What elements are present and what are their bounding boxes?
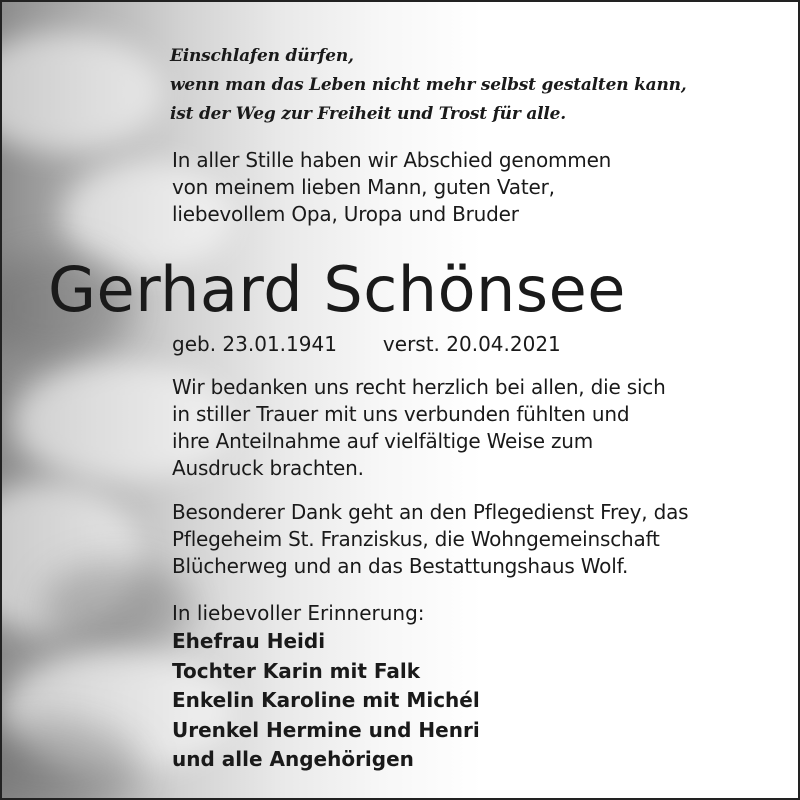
life-dates <box>172 330 561 358</box>
thanks-line: Ausdruck brachten. <box>172 456 364 480</box>
birth-date: geb. 23.01.1941 <box>172 332 337 356</box>
special-thanks-paragraph <box>172 499 787 580</box>
thanks-paragraph <box>172 374 782 482</box>
mourner-entry: Tochter Karin mit Falk <box>172 658 421 683</box>
quote-verse <box>170 42 770 129</box>
special-thanks-line: Pflegeheim St. Franziskus, die Wohngemeinschaft <box>172 527 660 551</box>
deceased-name: Gerhard Schönsee <box>48 253 626 326</box>
quote-line: wenn man das Leben nicht mehr selbst gestalten kann, <box>170 75 687 95</box>
quote-line: ist der Weg zur Freiheit und Trost für alle. <box>170 104 566 124</box>
farewell-intro <box>172 147 772 228</box>
death-date: verst. 20.04.2021 <box>382 332 561 356</box>
mourner-entry: und alle Angehörigen <box>172 747 414 771</box>
mourner-entry: Enkelin Karoline mit Michél <box>172 688 480 712</box>
mourners-list <box>172 627 480 775</box>
thanks-line: in stiller Trauer mit uns verbunden fühlten und <box>172 402 630 426</box>
special-thanks-line: Blücherweg und an das Bestattungshaus Wolf. <box>172 554 629 578</box>
intro-line: von meinem lieben Mann, guten Vater, <box>172 175 555 199</box>
intro-line: liebevollem Opa, Uropa und Bruder <box>172 202 519 226</box>
special-thanks-line: Besonderer Dank geht an den Pflegedienst Frey, das <box>172 500 689 524</box>
memory-label: In liebevoller Erinnerung: <box>172 601 425 625</box>
thanks-line: Wir bedanken uns recht herzlich bei allen, die sich <box>172 375 666 399</box>
thanks-line: ihre Anteilnahme auf vielfältige Weise zum <box>172 429 594 453</box>
intro-line: In aller Stille haben wir Abschied genommen <box>172 148 612 172</box>
mourner-entry: Ehefrau Heidi <box>172 629 326 653</box>
mourner-entry: Urenkel Hermine und Henri <box>172 717 480 742</box>
quote-line: Einschlafen dürfen, <box>170 46 354 66</box>
